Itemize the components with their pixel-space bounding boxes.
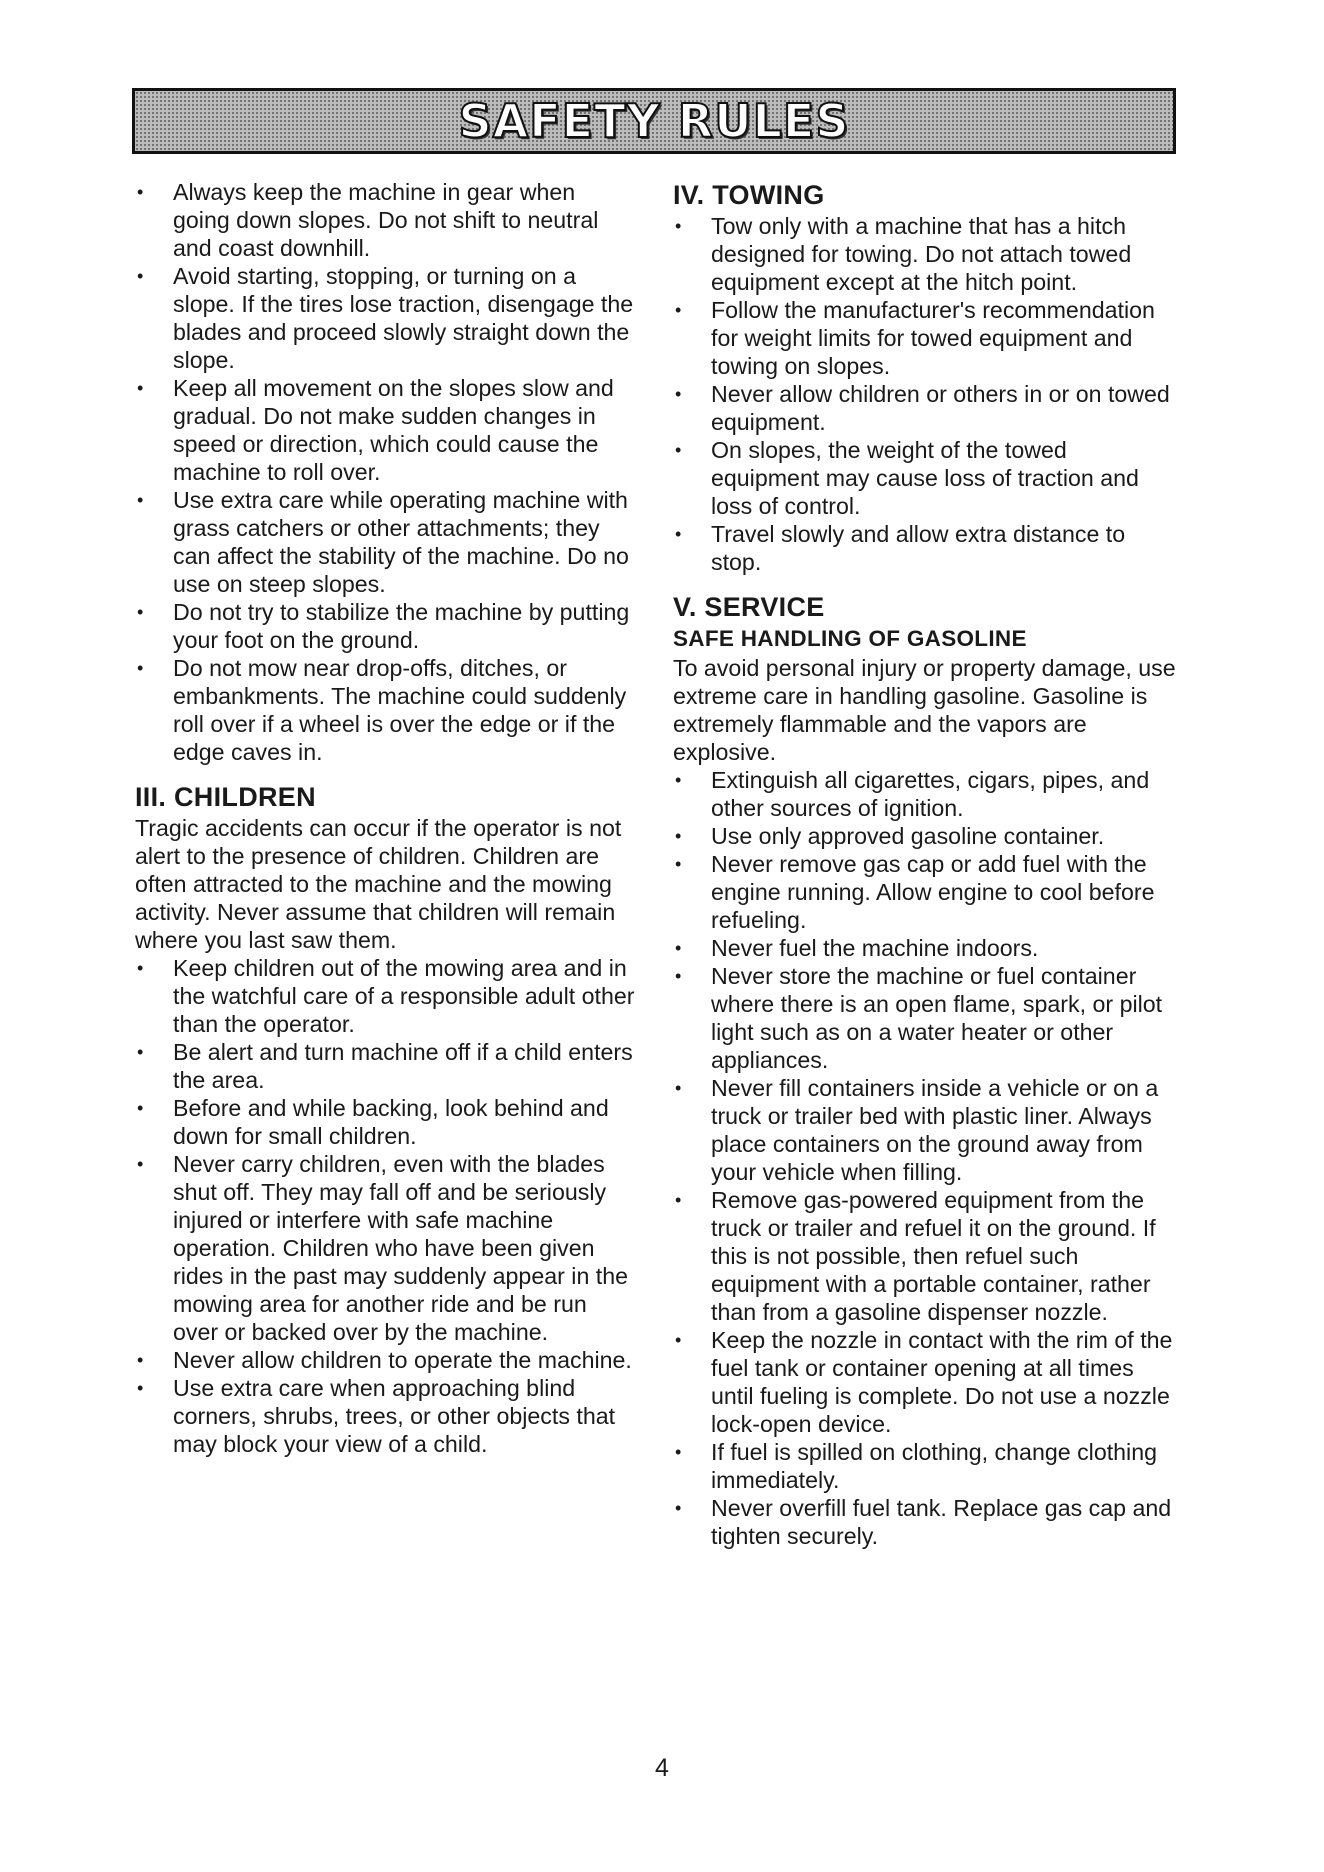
list-item: • Never carry children, even with the blades shut off. They may fall off and be seriously injured or interfere with safe machine operation. Children who have been given rides in the past may suddenly appear in the mowing area for another ride and be run over or backed over by the machine.	[135, 1150, 635, 1346]
list-item: • Never remove gas cap or add fuel with the engine running. Allow engine to cool before refueling.	[673, 850, 1180, 934]
list-item: • Tow only with a machine that has a hitch designed for towing. Do not attach towed equipment except at the hitch point.	[673, 212, 1180, 296]
left-column	[135, 178, 635, 1458]
towing-heading: IV. TOWING	[673, 180, 825, 210]
list-item: • Follow the manufacturer's recommendation for weight limits for towed equipment and towing on slopes.	[673, 296, 1180, 380]
service-intro: To avoid personal injury or property damage, use extreme care in handling gasoline. Gasoline is extremely flammable and the vapors are explosive.	[673, 655, 1176, 765]
list-item: • Before and while backing, look behind and down for small children.	[135, 1094, 635, 1150]
list-item: • Never fuel the machine indoors.	[673, 934, 1180, 962]
page-number: 4	[655, 1754, 669, 1782]
list-item: • Never allow children or others in or on towed equipment.	[673, 380, 1180, 436]
list-item: • Use only approved gasoline container.	[673, 822, 1180, 850]
list-item: • Remove gas-powered equipment from the truck or trailer and refuel it on the ground. If this is not possible, then refuel such equipment with a portable container, rather than from a gasoline dispenser nozzle.	[673, 1186, 1180, 1326]
list-item: • Never allow children to operate the machine.	[135, 1346, 635, 1374]
list-item: • Always keep the machine in gear when going down slopes. Do not shift to neutral and coast downhill.	[135, 178, 635, 262]
list-item: • On slopes, the weight of the towed equipment may cause loss of traction and loss of control.	[673, 436, 1180, 520]
gasoline-bullet-list	[673, 766, 1180, 1550]
list-item: • Never overfill fuel tank. Replace gas cap and tighten securely.	[673, 1494, 1180, 1550]
children-heading: III. CHILDREN	[135, 782, 316, 812]
list-item: • Be alert and turn machine off if a child enters the area.	[135, 1038, 635, 1094]
list-item: • Use extra care when approaching blind corners, shrubs, trees, or other objects that may block your view of a child.	[135, 1374, 635, 1458]
list-item: • Do not try to stabilize the machine by putting your foot on the ground.	[135, 598, 635, 654]
list-item: • Keep children out of the mowing area and in the watchful care of a responsible adult other than the operator.	[135, 954, 635, 1038]
safety-rules-banner	[132, 88, 1176, 154]
service-heading: V. SERVICE	[673, 592, 825, 622]
list-item: • Never store the machine or fuel container where there is an open flame, spark, or pilot light such as on a water heater or other appliances.	[673, 962, 1180, 1074]
list-item: • If fuel is spilled on clothing, change clothing immediately.	[673, 1438, 1180, 1494]
list-item: • Extinguish all cigarettes, cigars, pipes, and other sources of ignition.	[673, 766, 1180, 822]
children-bullet-list	[135, 954, 635, 1458]
list-item: • Avoid starting, stopping, or turning on a slope. If the tires lose traction, disengage the blades and proceed slowly straight down the slope.	[135, 262, 635, 374]
towing-bullet-list	[673, 212, 1180, 576]
slope-bullet-list	[135, 178, 635, 766]
right-column	[673, 178, 1180, 1550]
children-intro: Tragic accidents can occur if the operator is not alert to the presence of children. Children are often attracted to the machine and the mowing activity. Never assume that children will remain where you last saw them.	[135, 815, 622, 953]
list-item: • Travel slowly and allow extra distance to stop.	[673, 520, 1180, 576]
list-item: • Use extra care while operating machine with grass catchers or other attachments; they can affect the stability of the machine. Do no use on steep slopes.	[135, 486, 635, 598]
gasoline-subheading: SAFE HANDLING OF GASOLINE	[673, 626, 1027, 651]
banner-title: SAFETY RULES	[458, 94, 850, 148]
list-item: • Do not mow near drop-offs, ditches, or embankments. The machine could suddenly roll over if a wheel is over the edge or if the edge caves in.	[135, 654, 635, 766]
list-item: • Never fill containers inside a vehicle or on a truck or trailer bed with plastic liner. Always place containers on the ground away from your vehicle when filling.	[673, 1074, 1180, 1186]
list-item: • Keep the nozzle in contact with the rim of the fuel tank or container opening at all times until fueling is complete. Do not use a nozzle lock-open device.	[673, 1326, 1180, 1438]
list-item: • Keep all movement on the slopes slow and gradual. Do not make sudden changes in speed or direction, which could cause the machine to roll over.	[135, 374, 635, 486]
